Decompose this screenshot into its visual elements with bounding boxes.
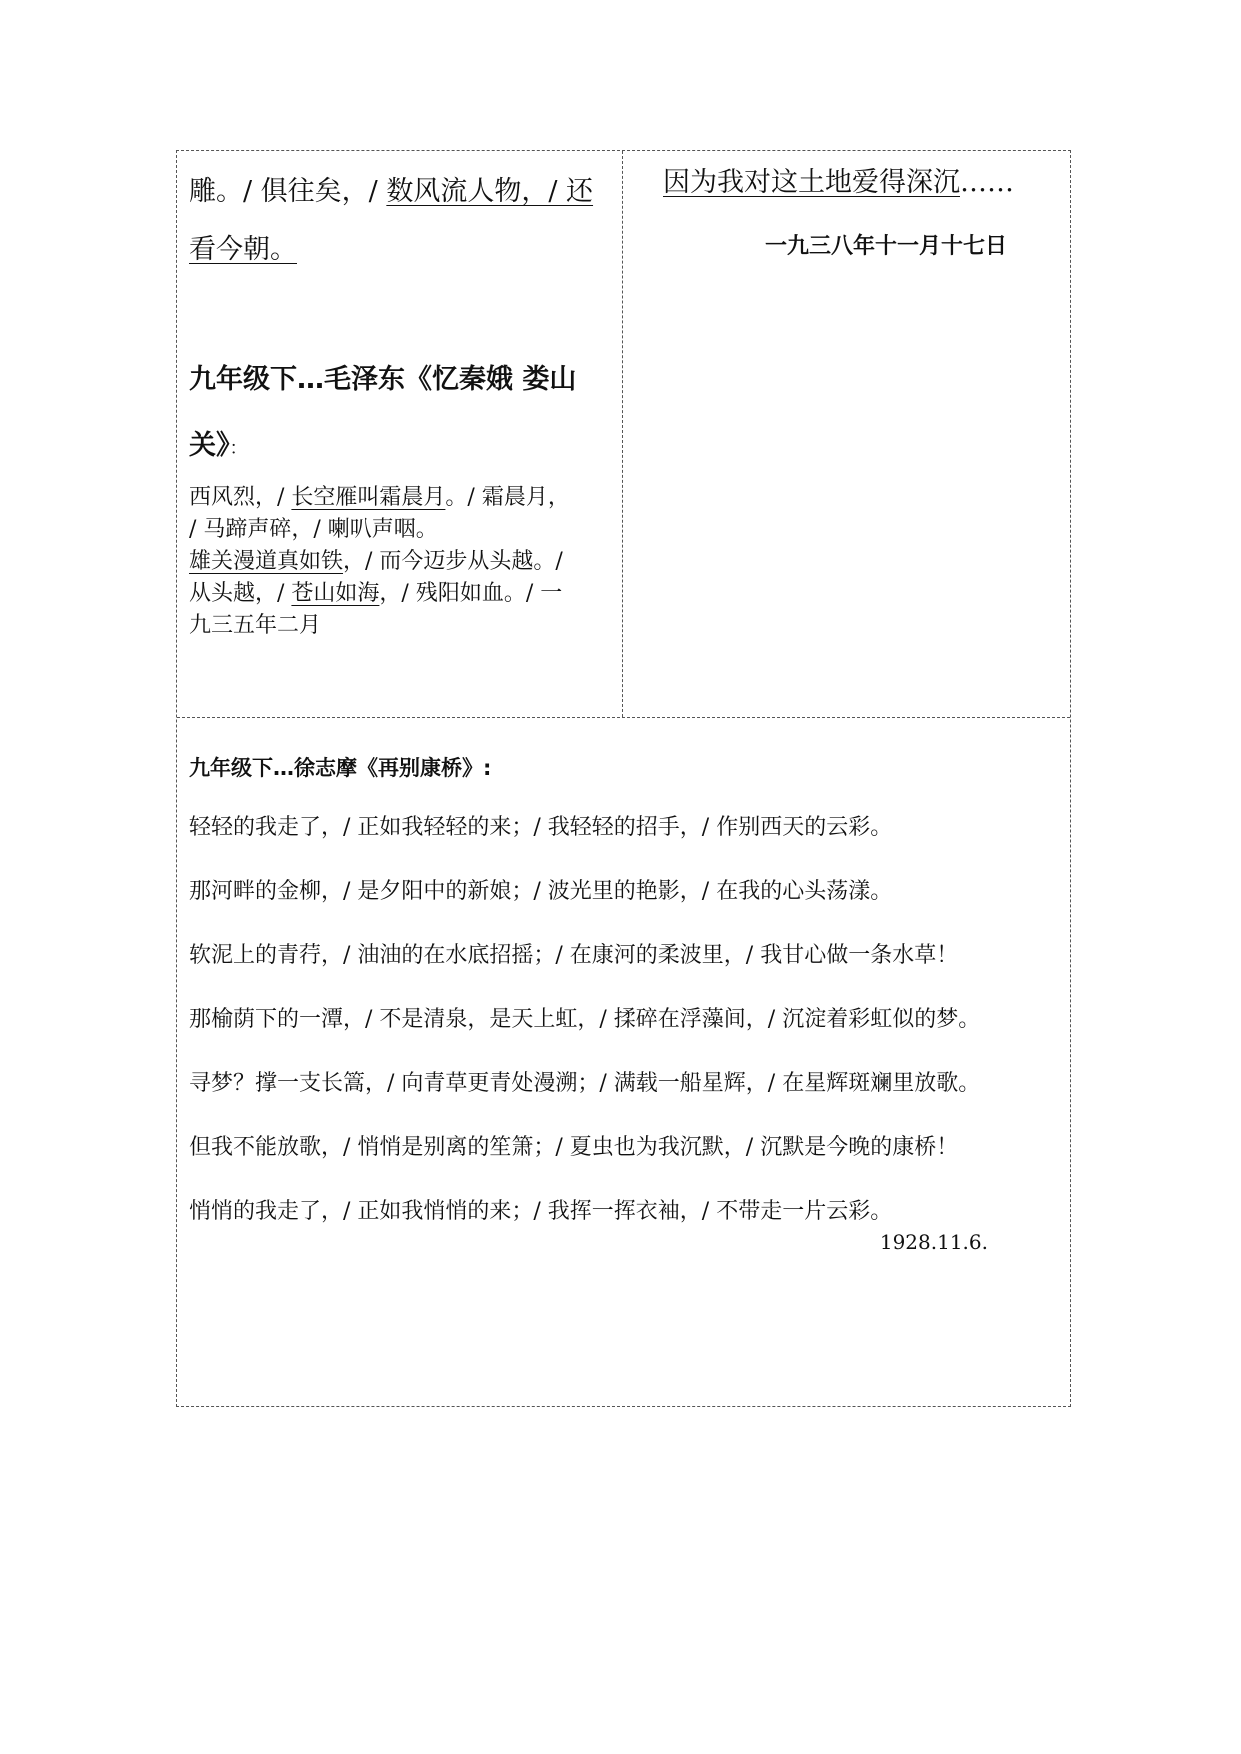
cell-aiqing-poem: [623, 151, 1070, 717]
aiqing-closing-line: [663, 163, 1060, 203]
kangqiao-heading: 九年级下…徐志摩《再别康桥》:: [189, 756, 492, 780]
poem-text: / 马蹄声碎，/ 喇叭声咽。: [189, 517, 438, 542]
qinyuanchun-ending-line-2: [189, 221, 612, 279]
stanza: 那河畔的金柳，/ 是夕阳中的新娘；/ 波光里的艳影，/ 在我的心头荡漾。: [189, 879, 893, 904]
underlined-text: 看今朝。: [189, 234, 297, 265]
poem-line: [189, 610, 612, 642]
poem-text: 西风烈，/: [189, 485, 292, 510]
poem-line: [189, 546, 612, 578]
stanza: 但我不能放歌，/ 悄悄是别离的笙箫；/ 夏虫也为我沉默，/ 沉默是今晚的康桥！: [189, 1135, 959, 1160]
poem-text: ，/ 而今迈步从头越。/: [343, 549, 563, 574]
stanza: 轻轻的我走了，/ 正如我轻轻的来；/ 我轻轻的招手，/ 作别西天的云彩。: [189, 815, 893, 840]
cell-zaibie-kangqiao: [177, 718, 1070, 1406]
underlined-text: 苍山如海: [291, 581, 380, 606]
kangqiao-date: 1928.11.6.: [879, 1230, 988, 1254]
poem-line: [189, 514, 612, 546]
cell-mao-poems: [177, 151, 623, 717]
stanza: 寻梦？撑一支长篙，/ 向青草更青处漫溯；/ 满载一船星辉，/ 在星辉斑斓里放歌。: [189, 1071, 981, 1096]
qinyuanchun-ending-line-1: [189, 163, 612, 221]
aiqing-date: 一九三八年十一月十七日: [765, 234, 1008, 259]
stanza: 软泥上的青荇，/ 油油的在水底招摇；/ 在康河的柔波里，/ 我甘心做一条水草！: [189, 943, 959, 968]
poem-text: 九三五年二月: [189, 613, 322, 638]
poem-table: [176, 150, 1071, 1407]
poem-text: ，/ 残阳如血。/ 一: [379, 581, 563, 606]
underlined-text: 因为我对这土地爱得深沉: [663, 167, 960, 198]
plain-text: 雕。/ 俱往矣，/: [189, 176, 387, 207]
poem-line: [189, 578, 612, 610]
underlined-text: 长空雁叫霜晨月: [291, 485, 446, 510]
loushanguan-heading-line-2: [189, 413, 612, 482]
loushanguan-heading-line-1: 九年级下…毛泽东《忆秦娥 娄山: [189, 364, 577, 395]
poem-text: 从头越，/: [189, 581, 292, 606]
heading-colon: ：: [229, 438, 248, 459]
underlined-text: 雄关漫道真如铁: [189, 549, 344, 574]
stanza: 悄悄的我走了，/ 正如我悄悄的来；/ 我挥一挥衣袖，/ 不带走一片云彩。: [189, 1199, 893, 1224]
loushanguan-poem: [189, 482, 612, 642]
poem-text: 。/ 霜晨月，: [445, 485, 570, 510]
ellipsis-text: ……: [960, 167, 1014, 198]
stanza: 那榆荫下的一潭，/ 不是清泉，是天上虹，/ 揉碎在浮藻间，/ 沉淀着彩虹似的梦。: [189, 1007, 981, 1032]
underlined-text: 数风流人物，/ 还: [386, 176, 594, 207]
top-row: [177, 151, 1070, 718]
heading-text: 关》: [189, 430, 230, 461]
poem-line: [189, 482, 612, 514]
